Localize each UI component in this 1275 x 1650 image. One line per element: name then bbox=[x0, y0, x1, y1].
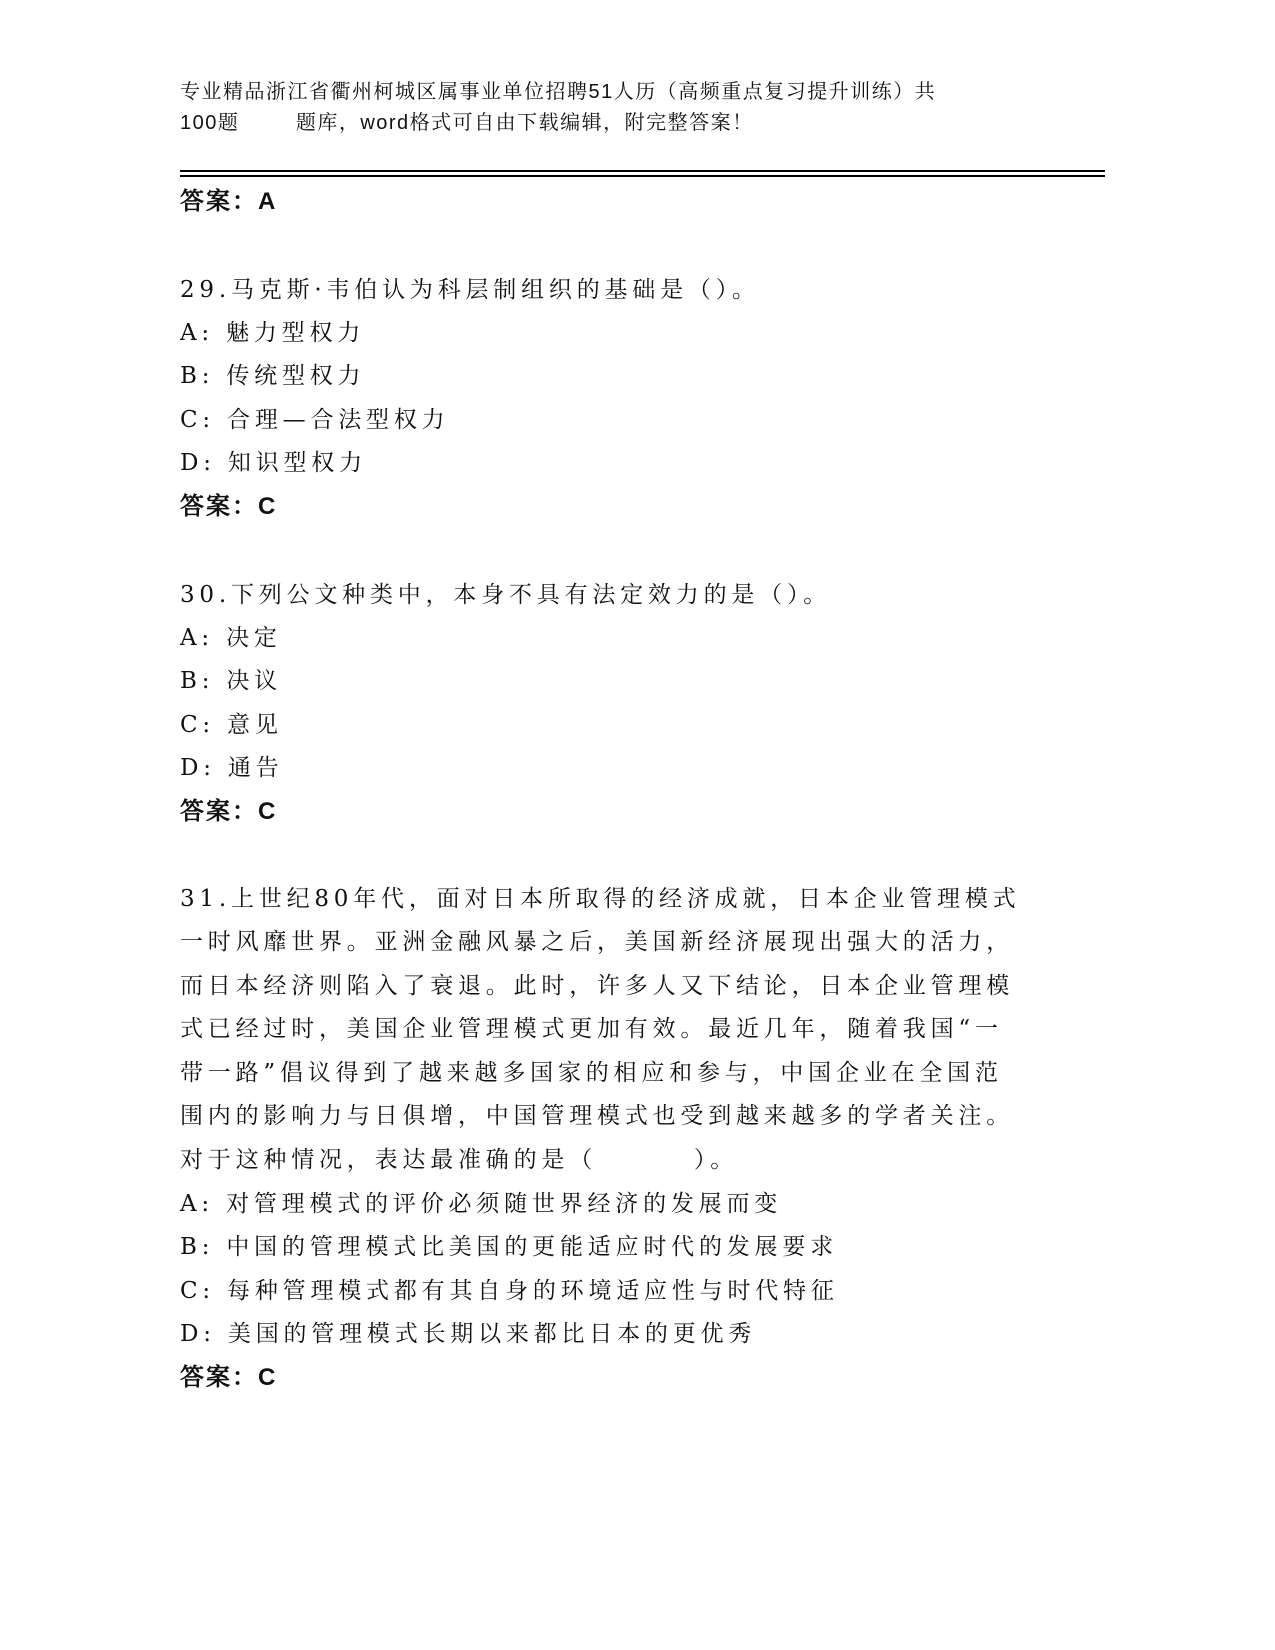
question-29-option-b: B: 传统型权力 bbox=[180, 363, 366, 389]
question-31-text-line: 而日本经济则陷入了衰退。此时，许多人又下结论，日本企业管理模 bbox=[180, 973, 1014, 999]
question-30-option-b: B: 决议 bbox=[180, 668, 282, 694]
previous-answer: 答案：A bbox=[180, 188, 278, 215]
question-29-option-c: C: 合理—合法型权力 bbox=[180, 407, 450, 433]
question-30-text: 30.下列公文种类中，本身不具有法定效力的是（）。 bbox=[180, 582, 832, 608]
header-divider-top bbox=[180, 170, 1105, 172]
document-header-line-1: 专业精品浙江省衢州柯城区属事业单位招聘51人历（高频重点复习提升训练）共 bbox=[180, 81, 937, 103]
question-30-option-a: A: 决定 bbox=[180, 625, 282, 651]
question-31-text-line: 对于这种情况，表达最准确的是（ ）。 bbox=[180, 1147, 738, 1173]
question-29-option-d: D: 知识型权力 bbox=[180, 450, 367, 476]
question-31-text-line: 式已经过时，美国企业管理模式更加有效。最近几年，随着我国“一 bbox=[180, 1016, 1003, 1042]
question-31-option-a: A: 对管理模式的评价必须随世界经济的发展而变 bbox=[180, 1191, 783, 1217]
question-31-text-line: 围内的影响力与日俱增，中国管理模式也受到越来越多的学者关注。 bbox=[180, 1103, 1014, 1129]
question-29-answer: 答案：C bbox=[180, 493, 278, 520]
question-31-option-b: B: 中国的管理模式比美国的更能适应时代的发展要求 bbox=[180, 1234, 838, 1260]
question-30-answer: 答案：C bbox=[180, 798, 278, 825]
question-29-option-a: A: 魅力型权力 bbox=[180, 320, 366, 346]
question-31-text-line: 31.上世纪80年代，面对日本所取得的经济成就，日本企业管理模式 bbox=[180, 886, 1021, 912]
question-30-option-c: C: 意见 bbox=[180, 712, 283, 738]
question-29-text: 29.马克斯·韦伯认为科层制组织的基础是（）。 bbox=[180, 277, 760, 303]
question-31-text-line: 带一路”倡议得到了越来越多国家的相应和参与，中国企业在全国范 bbox=[180, 1060, 1003, 1086]
question-30-option-d: D: 通告 bbox=[180, 755, 284, 781]
header-divider-bottom bbox=[180, 175, 1105, 177]
document-header-line-2: 100题 题库，word格式可自由下载编辑，附完整答案！ bbox=[180, 112, 754, 134]
question-31-option-d: D: 美国的管理模式长期以来都比日本的更优秀 bbox=[180, 1321, 757, 1347]
question-31-option-c: C: 每种管理模式都有其自身的环境适应性与时代特征 bbox=[180, 1278, 839, 1304]
question-31-text-line: 一时风靡世界。亚洲金融风暴之后，美国新经济展现出强大的活力， bbox=[180, 929, 1014, 955]
question-31-answer: 答案：C bbox=[180, 1364, 278, 1391]
